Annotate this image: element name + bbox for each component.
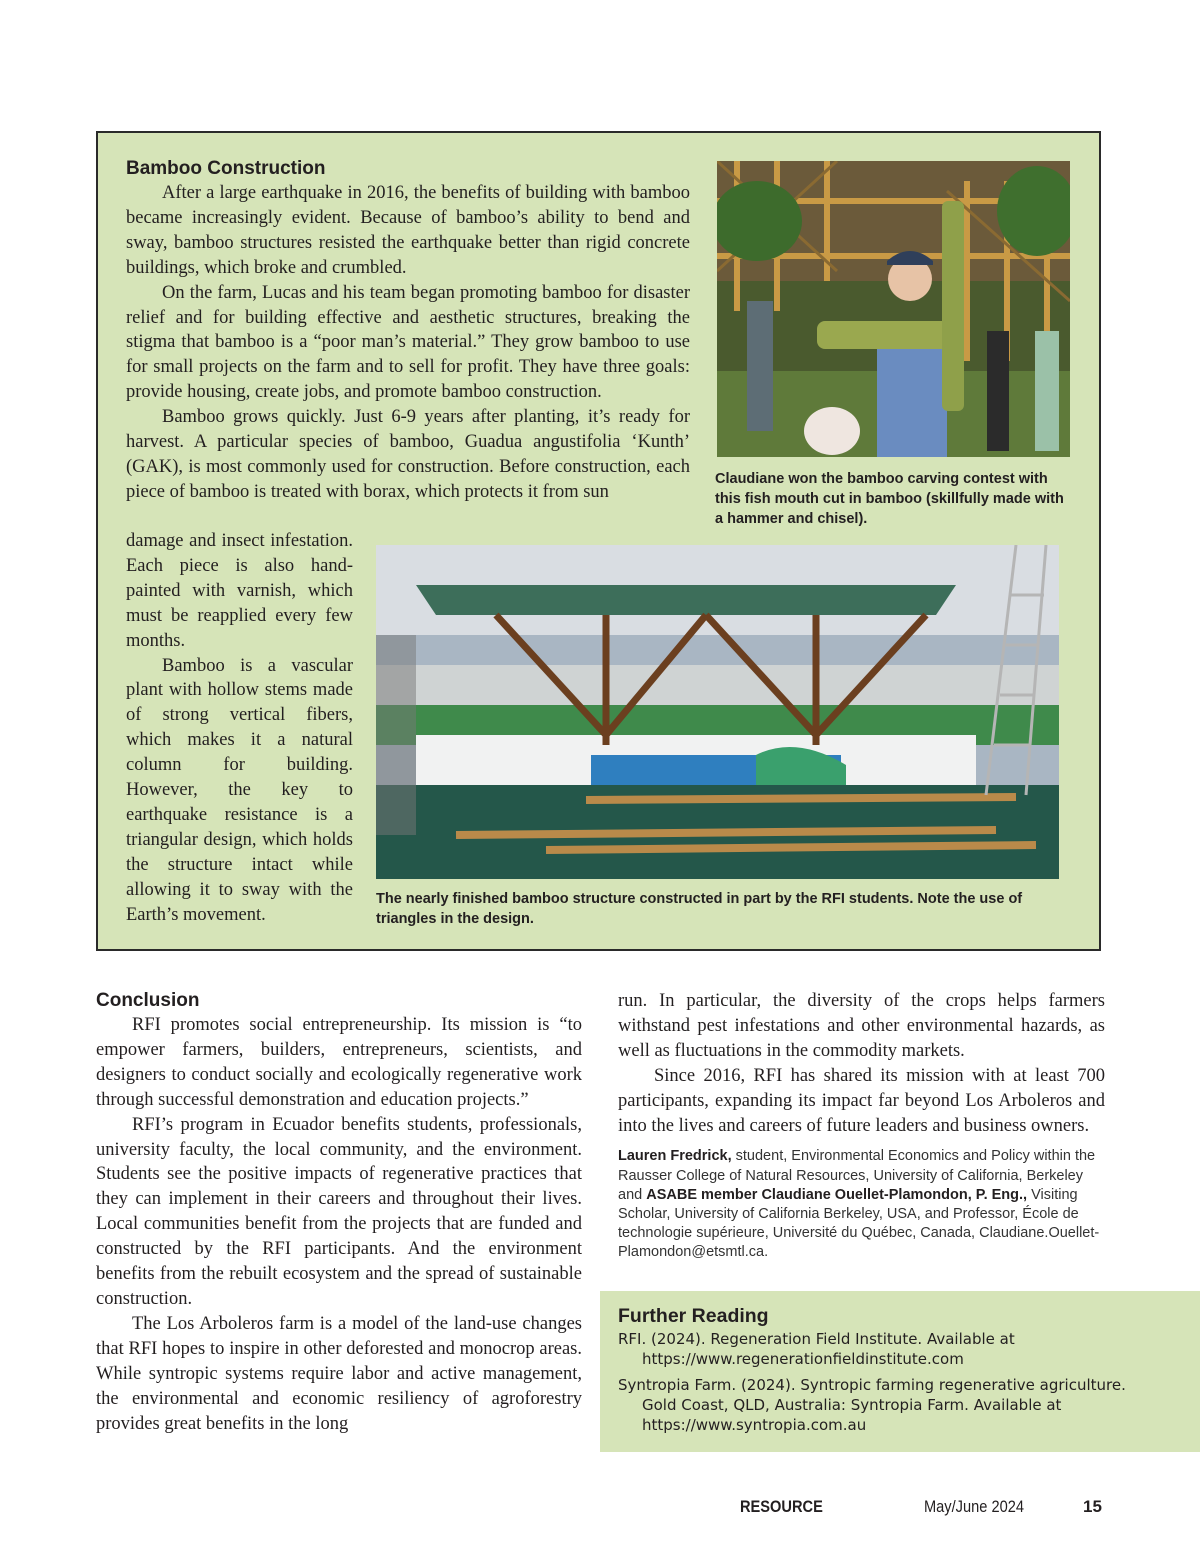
bamboo-structure-photo bbox=[376, 545, 1059, 879]
sidebar-text-column-2 bbox=[126, 529, 353, 928]
footer-date: May/June 2024 bbox=[924, 1497, 1024, 1516]
sidebar-paragraph: Bamboo grows quickly. Just 6-9 years after planting, it’s ready for harvest. A particular species of bamboo, Guadua angustifolia ‘Kunth’ (GAK), is most commonly used for construction. Before construction, each piece of bamboo is treated with borax, which protects it from sun bbox=[126, 407, 690, 502]
photo2-caption: The nearly finished bamboo structure constructed in part by the RFI students. Note the use of triangles in the design. bbox=[376, 891, 1023, 927]
sidebar-paragraph: Bamboo is a vascular plant with hollow stems made of strong vertical fibers, which makes it a natural column for building. However, the key to earthquake resistance is a triangular design, which holds the structure intact while allowing it to sway with the Earth’s movement. bbox=[126, 655, 353, 925]
footer-magazine: RESOURCE bbox=[740, 1497, 823, 1516]
sidebar-paragraph: damage and insect infestation. Each piece is also hand-painted with varnish, which must be reapplied every few months. bbox=[126, 531, 353, 651]
reference-item: Syntropia Farm. (2024). Syntropic farming regenerative agriculture. Gold Coast, QLD, Australia: Syntropia Farm. Available at https://www.syntropia.com.au bbox=[618, 1376, 1126, 1434]
body-paragraph: Since 2016, RFI has shared its mission with at least 700 participants, expanding its impact far beyond Los Arboleros and into the lives and careers of future leaders and business owners. bbox=[618, 1065, 1105, 1136]
photo1-caption: Claudiane won the bamboo carving contest with this fish mouth cut in bamboo (skillfully made with a hammer and chisel). bbox=[715, 471, 1064, 527]
author-bio bbox=[618, 1147, 1105, 1262]
further-reading-box bbox=[600, 1291, 1200, 1452]
sidebar-paragraph: On the farm, Lucas and his team began promoting bamboo for disaster relief and for building effective and aesthetic structures, breaking the stigma that bamboo is a “poor man’s material.” They grow bamboo to use for small projects on the farm and to sell for profit. They have three goals: provide housing, create jobs, and promote bamboo construction. bbox=[126, 282, 690, 403]
body-paragraph: RFI’s program in Ecuador benefits students, professionals, university faculty, the local community, and the environment. Students see the positive impacts of regenerative practices that they can implement in their careers and throughout their lives. Local communities benefit from the projects that are funded and constructed by the RFI participants. And the environment benefits from the rebuilt ecosystem and the spread of sustainable construction. bbox=[96, 1114, 582, 1309]
author-name: ASABE member Claudiane Ouellet-Plamondon, P. Eng., bbox=[646, 1186, 1028, 1203]
body-paragraph: The Los Arboleros farm is a model of the land-use changes that RFI hopes to inspire in other deforested and monocrop areas. While syntropic systems require labor and active management, the environmental and economic resiliency of agroforestry provides great benefits in the long bbox=[96, 1313, 582, 1434]
further-reading-title: Further Reading bbox=[618, 1305, 769, 1327]
claudiane-bamboo-photo bbox=[717, 161, 1070, 457]
conclusion-left-column bbox=[96, 989, 582, 1436]
body-paragraph: run. In particular, the diversity of the crops helps farmers withstand pest infestations and other environmental hazards, as well as fluctuations in the commodity markets. bbox=[618, 991, 1105, 1061]
sidebar-text-column-1 bbox=[126, 181, 690, 505]
author-text: Visiting Scholar, University of California Berkeley, USA, and Professor, École de technologie supérieure, Université du Québec, Canada, Claudiane.Ouellet-Plamondon@etsmtl.ca. bbox=[618, 1186, 1100, 1261]
conclusion-heading: Conclusion bbox=[96, 990, 200, 1011]
author-text: student, Environmental Economics and Policy within the Rausser College of Natural Resources, University of California, Berkeley and bbox=[618, 1148, 1096, 1203]
reference-item: RFI. (2024). Regeneration Field Institute. Available at https://www.regenerationfieldinstitute.com bbox=[618, 1330, 1015, 1368]
sidebar-paragraph: After a large earthquake in 2016, the benefits of building with bamboo became increasingly evident. Because of bamboo’s ability to bend and sway, bamboo structures resisted the earthquake better than rigid concrete buildings, which broke and crumbled. bbox=[126, 183, 690, 278]
conclusion-right-column bbox=[618, 989, 1105, 1263]
sidebar-title: Bamboo Construction bbox=[126, 158, 326, 179]
body-paragraph: RFI promotes social entrepreneurship. Its mission is “to empower farmers, builders, entrepreneurs, scientists, and designers to conduct socially and ecologically regenerative work through successful demonstration and education projects.” bbox=[96, 1015, 582, 1110]
footer-page-number: 15 bbox=[1083, 1497, 1102, 1516]
author-name: Lauren Fredrick, bbox=[618, 1148, 732, 1165]
